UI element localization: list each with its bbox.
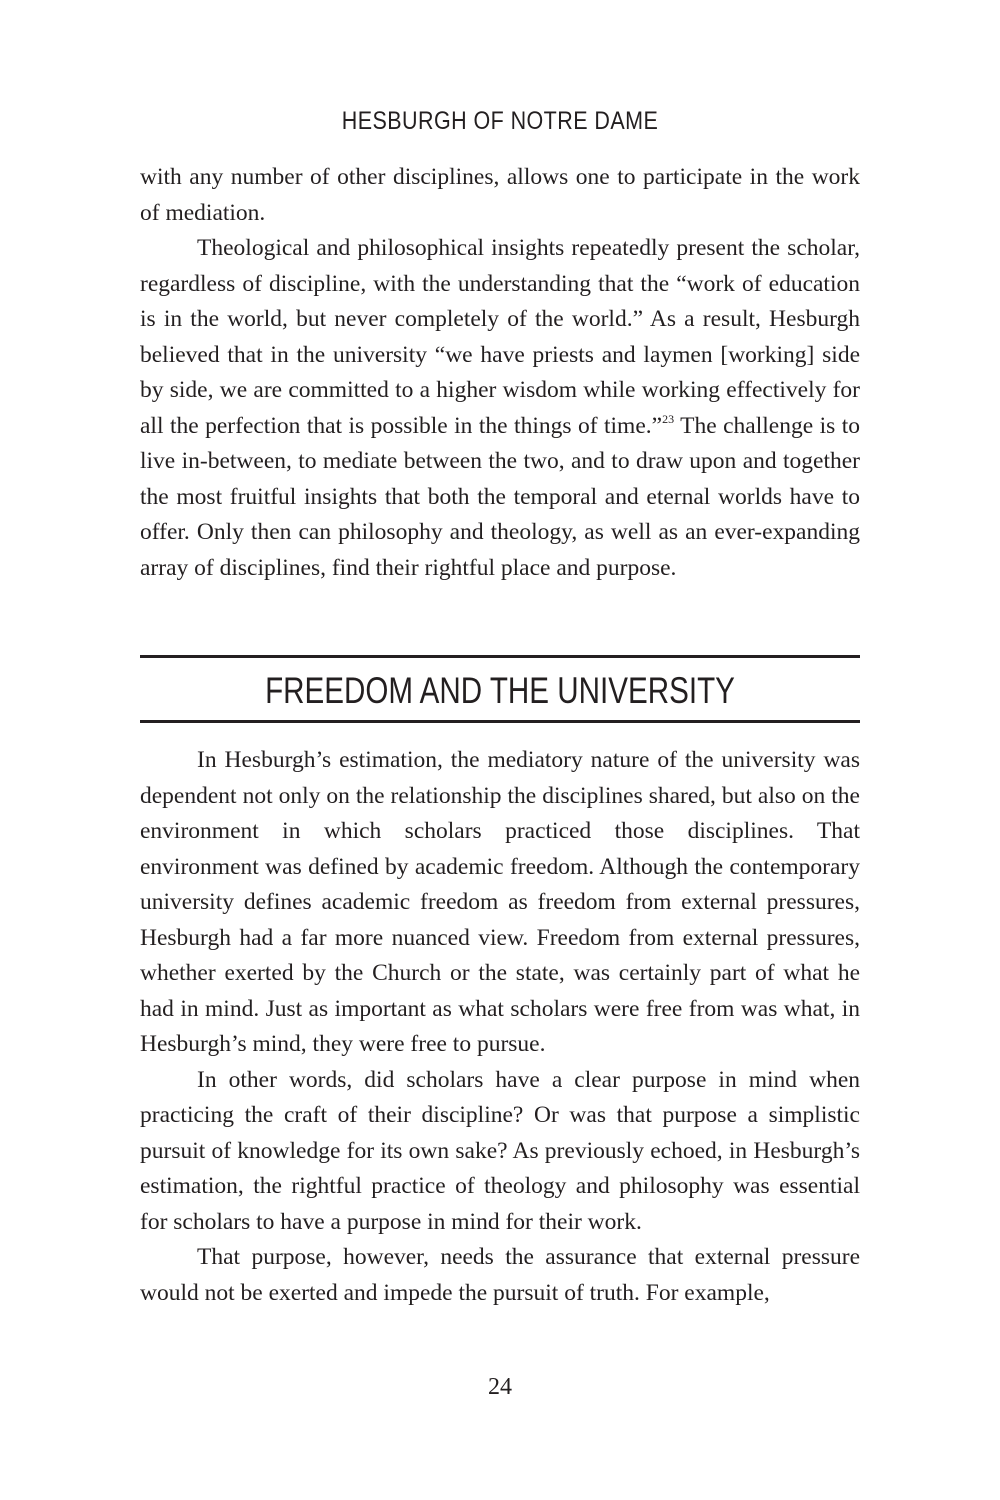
paragraph-continuation: with any number of other disciplines, allows one to participate in the work of mediation. (140, 164, 860, 226)
paragraph-text: Theological and philosophical insights repeatedly present the scholar, regardless of discipline, with the understanding that the “work of education is in the world, but never completely of the world.” As a result, Hesburgh believed that in the university “we have priests and laymen [working] side by side, we are committed to a higher wisdom while working effectively for all the perfection that is possible in the things of time.” (140, 235, 860, 439)
paragraph-text: The challenge is to live in-between, to mediate between the two, and to draw upon and together the most fruitful insights that both the temporal and eternal worlds have to offer. Only then can philosophy and theology, as well as an ever-expanding array of disciplines, find their rightful place and purpose. (140, 412, 861, 581)
paragraph-theological-insights (140, 231, 860, 586)
page-number: 24 (488, 1374, 512, 1400)
heading-rule-bottom (140, 720, 860, 723)
running-head: HESBURGH OF NOTRE DAME (341, 107, 659, 135)
paragraph-clear-purpose: In other words, did scholars have a clear purpose in mind when practicing the craft of their discipline? Or was that purpose a simplistic pursuit of knowledge for its own sake? As previously echoed, in Hesburgh’s estimation, the rightful practice of theology and philosophy was essential for scholars to have a purpose in mind for their work. (140, 1066, 860, 1235)
paragraph-mediatory-nature: In Hesburgh’s estimation, the mediatory nature of the university was dependent not only on the relationship the disciplines shared, but also on the environment in which scholars practiced those disciplines. That environment was defined by academic freedom. Although the contemporary university defines academic freedom as freedom from external pressures, Hesburgh had a far more nuanced view. Freedom from external pressures, whether exerted by the Church or the state, was certainly part of what he had in mind. Just as important as what scholars were free from was what, in Hesburgh’s mind, they were free to pursue. (140, 747, 860, 1057)
section-heading: FREEDOM AND THE UNIVERSITY (265, 670, 735, 711)
heading-rule-top (140, 655, 860, 658)
footnote-reference: 23 (662, 411, 675, 426)
top-text-block (140, 160, 860, 586)
bottom-text-block (140, 743, 860, 1311)
paragraph-external-pressure: That purpose, however, needs the assurance that external pressure would not be exerted and impede the pursuit of truth. For example, (140, 1244, 860, 1306)
